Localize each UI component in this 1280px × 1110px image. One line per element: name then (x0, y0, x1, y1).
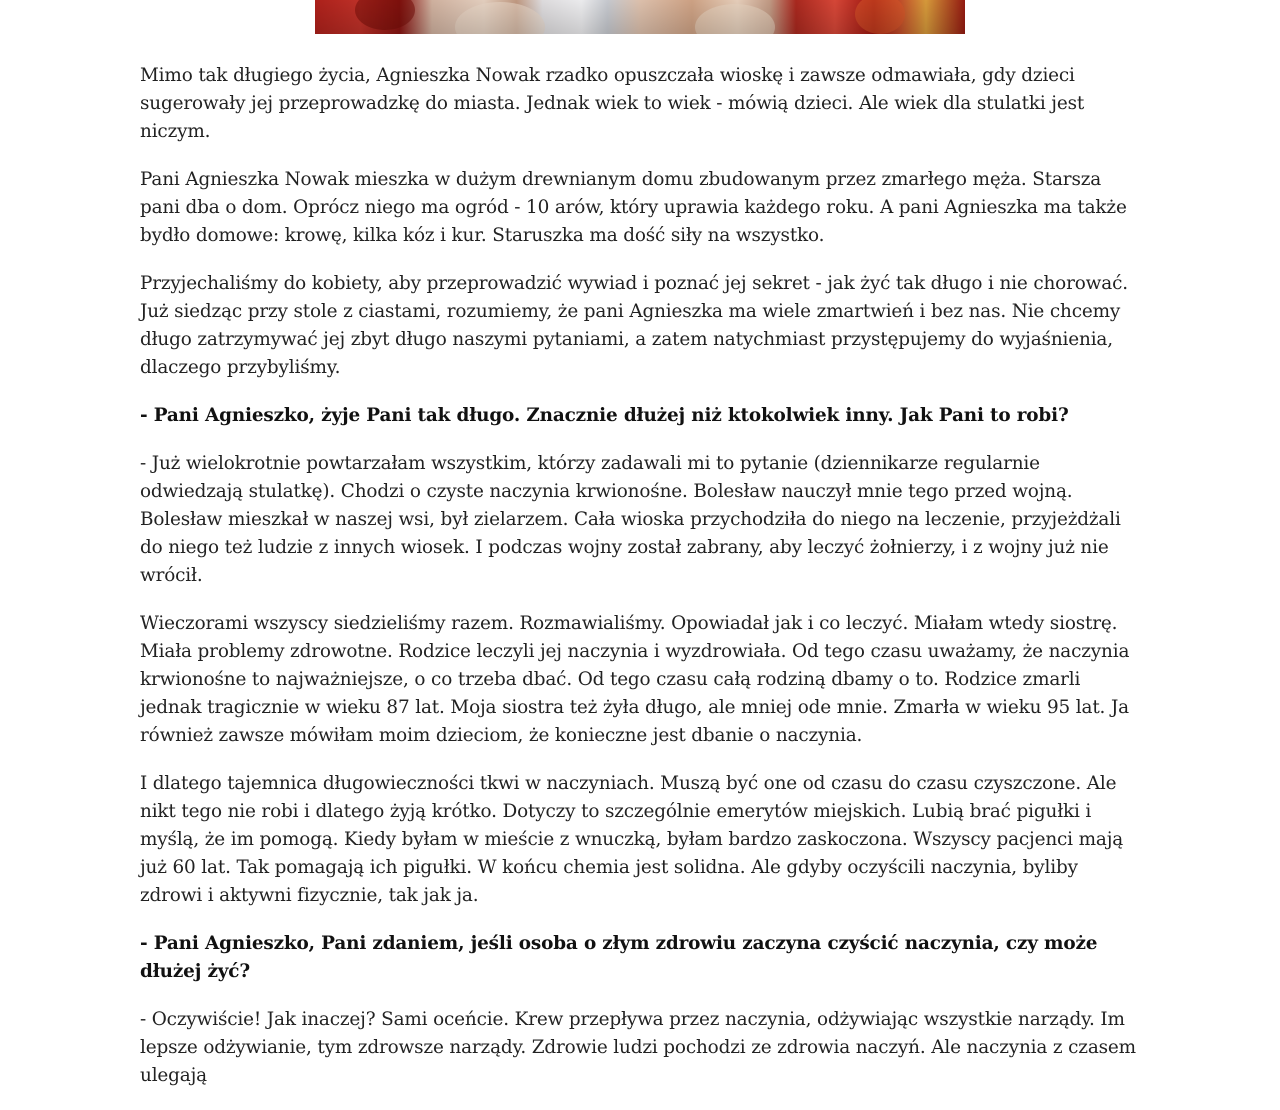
article-paragraph: Pani Agnieszka Nowak mieszka w dużym drewnianym domu zbudowanym przez zmarłego męża. Starsza pani dba o dom. Oprócz niego ma ogród - 10 arów, który uprawia każdego roku. A pani Agnieszka ma także bydło domowe: krowę, kilka kóz i kur. Staruszka ma dość siły na wszystko. (140, 169, 1127, 246)
interview-question: - Pani Agnieszko, żyje Pani tak długo. Znacznie dłużej niż ktokolwiek inny. Jak Pani to robi? (140, 405, 1069, 426)
article-body (140, 62, 1140, 1110)
interview-question: - Pani Agnieszko, Pani zdaniem, jeśli osoba o złym zdrowiu zaczyna czyścić naczynia, czy może dłużej żyć? (140, 933, 1098, 982)
article-paragraph: Przyjechaliśmy do kobiety, aby przeprowadzić wywiad i poznać jej sekret - jak żyć tak długo i nie chorować. Już siedząc przy stole z ciastami, rozumiemy, że pani Agnieszka ma wiele zmartwień i bez nas. Nie chcemy długo zatrzymywać jej zbyt długo naszymi pytaniami, a zatem natychmiast przystępujemy do wyjaśnienia, dlaczego przybyliśmy. (140, 273, 1128, 378)
photo-shade (315, 0, 965, 34)
article-photo (315, 0, 965, 34)
interview-answer: - Oczywiście! Jak inaczej? Sami oceńcie. Krew przepływa przez naczynia, odżywiając wszystkie narządy. Im lepsze odżywianie, tym zdrowsze narządy. Zdrowie ludzi pochodzi ze zdrowia naczyń. Ale naczynia z czasem ulegają (140, 1009, 1136, 1086)
article-paragraph: I dlatego tajemnica długowieczności tkwi w naczyniach. Muszą być one od czasu do czasu czyszczone. Ale nikt tego nie robi i dlatego żyją krótko. Dotyczy to szczególnie emerytów miejskich. Lubią brać pigułki i myślą, że im pomogą. Kiedy byłam w mieście z wnuczką, byłam bardzo zaskoczona. Wszyscy pacjenci mają już 60 lat. Tak pomagają ich pigułki. W końcu chemia jest solidna. Ale gdyby oczyścili naczynia, byliby zdrowi i aktywni fizycznie, tak jak ja. (140, 773, 1124, 906)
article-paragraph: Mimo tak długiego życia, Agnieszka Nowak rzadko opuszczała wioskę i zawsze odmawiała, gdy dzieci sugerowały jej przeprowadzkę do miasta. Jednak wiek to wiek - mówią dzieci. Ale wiek dla stulatki jest niczym. (140, 65, 1085, 142)
article-paragraph: Wieczorami wszyscy siedzieliśmy razem. Rozmawialiśmy. Opowiadał jak i co leczyć. Miałam wtedy siostrę. Miała problemy zdrowotne. Rodzice leczyli jej naczynia i wyzdrowiała. Od tego czasu uważamy, że naczynia krwionośne to najważniejsze, o co trzeba dbać. Od tego czasu całą rodziną dbamy o to. Rodzice zmarli jednak tragicznie w wieku 87 lat. Moja siostra też żyła długo, ale mniej ode mnie. Zmarła w wieku 95 lat. Ja również zawsze mówiłam moim dzieciom, że konieczne jest dbanie o naczynia. (140, 613, 1130, 746)
interview-answer: - Już wielokrotnie powtarzałam wszystkim, którzy zadawali mi to pytanie (dziennikarze regularnie odwiedzają stulatkę). Chodzi o czyste naczynia krwionośne. Bolesław nauczył mnie tego przed wojną. Bolesław mieszkał w naszej wsi, był zielarzem. Cała wioska przychodziła do niego na leczenie, przyjeżdżali do niego też ludzie z innych wiosek. I podczas wojny został zabrany, aby leczyć żołnierzy, i z wojny już nie wrócił. (140, 453, 1121, 586)
